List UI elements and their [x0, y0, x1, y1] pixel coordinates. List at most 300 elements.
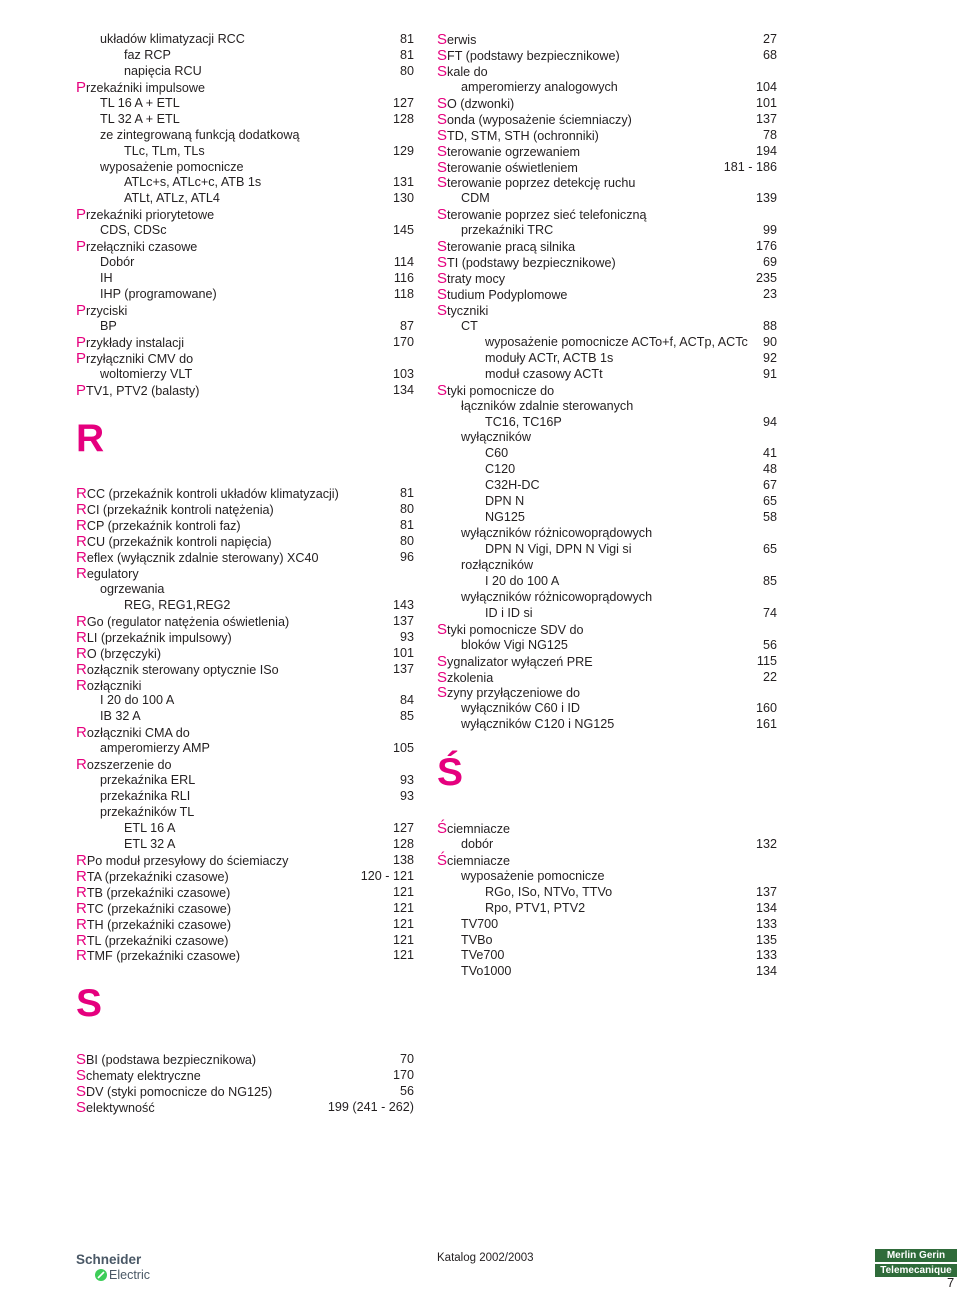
entry-text: oduł czasowy ACTt	[495, 366, 603, 381]
entry-initial: C	[100, 223, 110, 238]
entry-initial: P	[76, 333, 87, 351]
entry-initial: P	[76, 206, 87, 224]
entry-text: mperomierzy analogowych	[468, 79, 618, 94]
entry-initial: I	[100, 287, 104, 301]
index-entry	[76, 582, 414, 598]
entry-page-number: 81	[399, 32, 414, 46]
entry-term	[76, 614, 289, 631]
entry-initial: u	[100, 32, 108, 46]
index-entry	[76, 160, 414, 176]
entry-text: eflex (wyłącznik zdalnie sterowany) XC40	[86, 551, 319, 565]
index-entry	[76, 901, 414, 917]
index-entry	[437, 901, 777, 917]
entry-text: yłączników C60 i ID	[470, 701, 580, 716]
entry-text: yposażenie pomocnicze	[470, 868, 605, 883]
entry-text: BI (podstawa bezpiecznikowa)	[86, 1053, 257, 1068]
entry-text: PN N Vigi, DPN N Vigi si	[494, 542, 632, 556]
entry-initial: R	[76, 915, 87, 933]
entry-initial: S	[437, 652, 448, 670]
index-entry	[76, 303, 414, 319]
entry-page-number: 170	[392, 1068, 414, 1082]
entry-initial: S	[437, 254, 448, 272]
entry-term	[461, 869, 605, 885]
entry-initial: E	[124, 836, 133, 851]
entry-term	[100, 741, 210, 757]
entry-initial: A	[124, 191, 132, 206]
entry-term	[76, 1100, 155, 1117]
entry-term	[437, 160, 578, 177]
entry-text: po, PTV1, PTV2	[494, 900, 586, 915]
entry-text: obór	[109, 255, 135, 270]
entry-initial: T	[485, 414, 493, 429]
entry-page-number: 127	[392, 820, 414, 835]
entry-term	[437, 64, 488, 81]
index-entry	[437, 717, 777, 733]
entry-text: mperomierzy AMP	[107, 741, 210, 756]
entry-text: Vo1000	[468, 964, 512, 979]
entry-term	[437, 287, 567, 304]
index-entry	[437, 303, 777, 319]
entry-initial: P	[76, 238, 87, 256]
entry-term	[461, 917, 498, 933]
entry-text: DS, CDSc	[109, 223, 167, 238]
index-entry	[437, 351, 777, 367]
index-entry	[76, 678, 414, 694]
entry-text: terowanie poprzez detekcję ruchu	[447, 176, 636, 191]
index-entry	[437, 885, 777, 901]
entry-initial: R	[76, 931, 87, 949]
section-heading	[76, 964, 414, 1052]
entry-term	[461, 526, 652, 542]
index-entry	[76, 614, 414, 630]
entry-text: yłączników	[470, 430, 531, 445]
entry-term	[437, 128, 599, 145]
entry-text: TL (przekaźniki czasowe)	[86, 933, 229, 948]
entry-term	[76, 239, 197, 256]
entry-term	[124, 144, 205, 160]
index-entry	[76, 566, 414, 582]
entry-page-number: 80	[399, 63, 414, 78]
entry-page-number: 91	[762, 366, 777, 381]
entry-term	[485, 901, 585, 917]
entry-text: obór	[468, 836, 494, 851]
entry-term	[461, 80, 618, 96]
index-entry	[76, 175, 414, 191]
entry-initial: T	[461, 916, 469, 931]
entry-page-number: 87	[399, 318, 414, 333]
entry-initial: A	[124, 175, 132, 190]
entry-text: kale do	[447, 64, 488, 79]
index-entry	[76, 80, 414, 96]
entry-initial: I	[485, 605, 489, 620]
entry-term	[100, 709, 141, 725]
index-entry	[76, 1100, 414, 1116]
index-entry	[437, 112, 777, 128]
entry-term	[437, 654, 593, 671]
entry-page-number: 78	[762, 127, 777, 142]
entry-page-number: 94	[762, 414, 777, 429]
entry-initial: C	[461, 318, 471, 333]
index-entry	[76, 789, 414, 805]
entry-page-number: 128	[392, 836, 414, 851]
entry-text: V700	[468, 916, 499, 931]
entry-text: VBo	[468, 932, 493, 947]
entry-initial: S	[437, 238, 448, 256]
entry-term	[461, 701, 580, 717]
entry-page-number: 170	[392, 334, 414, 349]
entry-initial: C	[461, 191, 471, 206]
entry-initial: S	[437, 110, 448, 128]
entry-term	[76, 901, 231, 918]
entry-page-number: 115	[756, 653, 777, 668]
index-entry	[76, 112, 414, 128]
entry-text: ozłączników	[465, 557, 534, 572]
entry-term	[437, 207, 647, 224]
entry-term	[76, 853, 288, 870]
entry-page-number: 130	[392, 191, 414, 206]
entry-page-number: 65	[762, 494, 777, 509]
entry-term	[76, 885, 230, 902]
entry-text: TD, STM, STH (ochronniki)	[447, 128, 599, 143]
schneider-electric-logo	[76, 1251, 156, 1285]
entry-initial: S	[437, 684, 448, 702]
entry-term	[461, 638, 568, 654]
entry-page-number: 93	[399, 789, 414, 804]
entry-term	[76, 80, 205, 97]
entry-term	[485, 351, 613, 367]
entry-text: H	[103, 271, 113, 286]
entry-text: grzewania	[107, 581, 165, 596]
entry-initial: R	[76, 517, 87, 535]
entry-text: 32H-DC	[494, 478, 540, 493]
entry-page-number: 199 (241 - 262)	[327, 1099, 414, 1114]
entry-text: ączników zdalnie sterowanych	[463, 398, 634, 413]
entry-page-number: 101	[755, 95, 777, 110]
entry-text: chematy elektryczne	[86, 1069, 201, 1083]
entry-term	[76, 948, 240, 965]
entry-initial: R	[76, 485, 87, 503]
entry-initial: S	[437, 286, 448, 303]
entry-text: oduły ACTr, ACTB 1s	[495, 350, 614, 365]
entry-text: rzyciski	[86, 303, 128, 318]
index-entry	[437, 319, 777, 335]
entry-page-number: 56	[399, 1083, 414, 1098]
index-entry	[76, 805, 414, 821]
entry-page-number: 74	[762, 605, 777, 620]
index-entry	[437, 96, 777, 112]
index-entry	[76, 271, 414, 287]
entry-text: P	[108, 318, 117, 333]
entry-text: 60	[494, 446, 509, 461]
entry-initial: R	[124, 597, 134, 612]
entry-initial: R	[76, 851, 87, 869]
entry-text: ciemniacze	[447, 853, 511, 868]
entry-page-number: 116	[393, 271, 414, 286]
entry-page-number: 85	[399, 709, 414, 724]
entry-text: 120	[494, 462, 516, 477]
entry-initial: R	[485, 900, 495, 915]
entry-initial: P	[76, 78, 87, 96]
entry-text: FT (podstawy bezpiecznikowe)	[447, 48, 620, 63]
entry-initial: f	[124, 47, 128, 62]
index-entry	[76, 32, 414, 48]
entry-page-number: 138	[392, 852, 414, 867]
index-entry	[437, 670, 777, 686]
entry-page-number: 161	[755, 717, 777, 732]
entry-term	[124, 598, 230, 614]
entry-page-number: 90	[762, 334, 777, 349]
entry-page-number: 84	[399, 693, 414, 708]
entry-text: ciemniacze	[447, 821, 511, 836]
entry-text: CP (przekaźnik kontroli faz)	[86, 519, 241, 534]
entry-term	[437, 144, 580, 161]
entry-text: 20 do 100 A	[103, 693, 175, 708]
index-column-left	[76, 32, 414, 1116]
entry-initial: R	[76, 899, 87, 917]
entry-page-number: 58	[762, 510, 777, 525]
entry-initial: T	[100, 95, 108, 110]
entry-initial: S	[437, 46, 448, 64]
index-entry	[437, 335, 777, 351]
entry-text: oltomierzy VLT	[109, 366, 193, 381]
entry-page-number: 68	[762, 47, 777, 62]
entry-text: traty mocy	[447, 272, 506, 287]
entry-initial: S	[437, 174, 448, 192]
entry-initial: I	[100, 693, 104, 708]
entry-initial: S	[437, 270, 448, 288]
index-entry	[76, 757, 414, 773]
entry-initial: R	[76, 947, 87, 965]
index-entry	[437, 271, 777, 287]
entry-text: TL 32 A	[132, 836, 176, 851]
index-entry	[76, 853, 414, 869]
section-letter: R	[76, 416, 105, 460]
entry-term	[437, 303, 488, 320]
index-entry	[76, 598, 414, 614]
entry-text: tyki pomocnicze SDV do	[447, 622, 584, 637]
entry-text: tyki pomocnicze do	[447, 383, 555, 398]
entry-term	[461, 837, 493, 853]
entry-text: zyny przyłączeniowe do	[447, 686, 581, 701]
entry-text: LI (przekaźnik impulsowy)	[86, 630, 232, 645]
entry-initial: C	[485, 446, 495, 461]
entry-initial: P	[76, 349, 87, 367]
entry-term	[76, 1052, 256, 1069]
entry-page-number: 235	[755, 271, 777, 286]
entry-initial: R	[76, 612, 87, 630]
entry-text: terowanie pracą silnika	[447, 240, 576, 255]
entry-text: ozłącznik sterowany optycznie ISo	[86, 662, 279, 677]
section-letter: S	[76, 982, 103, 1026]
index-entry	[437, 606, 777, 622]
entry-initial: S	[76, 1067, 87, 1084]
entry-text: Go (regulator natężenia oświetlenia)	[86, 614, 290, 629]
index-entry	[76, 885, 414, 901]
entry-term	[485, 415, 562, 431]
entry-term	[437, 255, 616, 272]
entry-text: yłączników różnicowoprądowych	[470, 526, 653, 541]
index-entry	[437, 287, 777, 303]
entry-page-number: 120 - 121	[360, 868, 414, 883]
index-entry	[437, 383, 777, 399]
entry-page-number: 131	[392, 175, 414, 190]
entry-page-number: 133	[755, 948, 777, 963]
entry-term	[437, 271, 505, 288]
entry-term	[100, 693, 174, 709]
index-entry	[76, 646, 414, 662]
index-entry	[76, 351, 414, 367]
entry-initial: w	[461, 717, 471, 732]
entry-text: TLt, ATLz, ATL4	[131, 191, 220, 206]
entry-initial: B	[100, 318, 109, 333]
section-heading	[76, 399, 414, 487]
index-entry	[76, 917, 414, 933]
entry-initial: b	[461, 637, 469, 652]
entry-page-number: 118	[393, 287, 414, 301]
entry-text: TMF (przekaźniki czasowe)	[86, 949, 241, 964]
entry-text: TH (przekaźniki czasowe)	[86, 917, 232, 932]
index-entry	[76, 335, 414, 351]
entry-initial: R	[76, 549, 87, 566]
entry-term	[461, 948, 504, 964]
entry-term	[437, 821, 510, 838]
entry-term	[485, 574, 559, 590]
entry-initial: w	[461, 526, 471, 541]
index-entry	[437, 574, 777, 590]
index-entry	[437, 869, 777, 885]
entry-term	[437, 48, 620, 65]
entry-term	[437, 383, 554, 400]
entry-term	[100, 805, 194, 821]
index-entry	[76, 96, 414, 112]
entry-text: O (dzwonki)	[447, 96, 515, 111]
entry-term	[485, 606, 533, 622]
entry-term	[76, 351, 193, 368]
entry-initial: Ś	[437, 851, 448, 869]
index-entry	[437, 415, 777, 431]
entry-text: C16, TC16P	[492, 414, 562, 429]
index-entry	[437, 367, 777, 383]
entry-initial: S	[437, 301, 448, 319]
index-entry	[76, 239, 414, 255]
entry-term	[461, 558, 533, 574]
index-entry	[76, 948, 414, 964]
entry-initial: R	[76, 724, 87, 742]
entry-term	[100, 287, 217, 303]
entry-term	[100, 367, 192, 383]
entry-initial: S	[437, 62, 448, 80]
entry-term	[100, 255, 134, 271]
entry-page-number: 69	[762, 255, 777, 270]
entry-page-number: 121	[392, 932, 414, 947]
entry-term	[485, 478, 540, 494]
catalog-label: Katalog 2002/2003	[437, 1252, 534, 1264]
entry-term	[124, 48, 171, 64]
entry-term	[76, 335, 184, 352]
entry-initial: S	[76, 1098, 87, 1116]
index-entry	[76, 821, 414, 837]
entry-text: terowanie ogrzewaniem	[447, 144, 581, 159]
entry-text: TC (przekaźniki czasowe)	[86, 901, 232, 916]
entry-initial: n	[124, 63, 132, 78]
entry-page-number: 137	[392, 661, 414, 676]
entry-initial: I	[100, 709, 104, 724]
entry-initial: w	[461, 868, 471, 883]
index-entry	[76, 725, 414, 741]
entry-initial: d	[461, 836, 469, 851]
entry-text: ozszerzenie do	[86, 758, 172, 773]
entry-text: rzekaźników TL	[107, 805, 195, 819]
entry-term	[437, 96, 514, 113]
entry-page-number: 93	[399, 773, 414, 788]
entry-initial: r	[461, 557, 466, 572]
entry-page-number: 80	[399, 534, 414, 549]
entry-text: rzekaźniki priorytetowe	[86, 208, 215, 223]
entry-initial: m	[485, 366, 496, 381]
entry-page-number: 105	[392, 741, 414, 756]
index-entry	[437, 917, 777, 933]
entry-term	[76, 1068, 201, 1085]
index-entry	[76, 191, 414, 207]
entry-page-number: 93	[399, 629, 414, 644]
entry-page-number: 121	[392, 884, 414, 899]
entry-page-number: 96	[399, 550, 414, 564]
entry-text: HP (programowane)	[103, 287, 217, 301]
index-entry	[437, 446, 777, 462]
entry-initial: S	[437, 142, 448, 160]
entry-page-number: 160	[755, 701, 777, 716]
entry-initial: R	[76, 533, 87, 551]
entry-text: ozłączniki CMA do	[86, 726, 190, 741]
index-entry	[76, 255, 414, 271]
entry-text: rzyłączniki CMV do	[86, 351, 194, 366]
entry-term	[124, 191, 220, 207]
index-entry	[437, 255, 777, 271]
entry-initial: a	[461, 79, 469, 94]
entry-term	[485, 446, 508, 462]
entry-term	[76, 1084, 272, 1101]
index-entry	[437, 837, 777, 853]
entry-text: e zintegrowaną funkcją dodatkową	[106, 127, 300, 142]
entry-text: yłączników różnicowoprądowych	[470, 589, 653, 604]
index-entry	[437, 462, 777, 478]
index-entry	[76, 319, 414, 335]
entry-term	[437, 685, 580, 702]
entry-text: loków Vigi NG125	[468, 637, 568, 652]
entry-text: TB (przekaźniki czasowe)	[86, 885, 231, 900]
entry-term	[76, 550, 319, 567]
entry-term	[100, 32, 245, 48]
electric-word: Electric	[109, 1268, 150, 1282]
entry-text: tyczniki	[447, 303, 489, 318]
entry-initial: S	[437, 381, 448, 399]
index-entry	[437, 399, 777, 415]
entry-initial: S	[437, 31, 448, 48]
entry-term	[76, 725, 190, 742]
entry-text: TV1, PTV2 (balasty)	[86, 383, 200, 398]
entry-initial: w	[100, 366, 110, 381]
entry-term	[76, 917, 231, 934]
entry-page-number: 99	[762, 223, 777, 238]
entry-page-number: 134	[755, 964, 777, 979]
entry-text: yposażenie pomocnicze ACTo+f, ACTp, ACTc	[494, 334, 748, 349]
entry-page-number: 22	[762, 669, 777, 684]
entry-term	[76, 486, 339, 503]
entry-page-number: 194	[755, 143, 777, 158]
entry-term	[100, 773, 195, 789]
entry-term	[124, 837, 175, 853]
entry-initial: I	[100, 271, 104, 286]
